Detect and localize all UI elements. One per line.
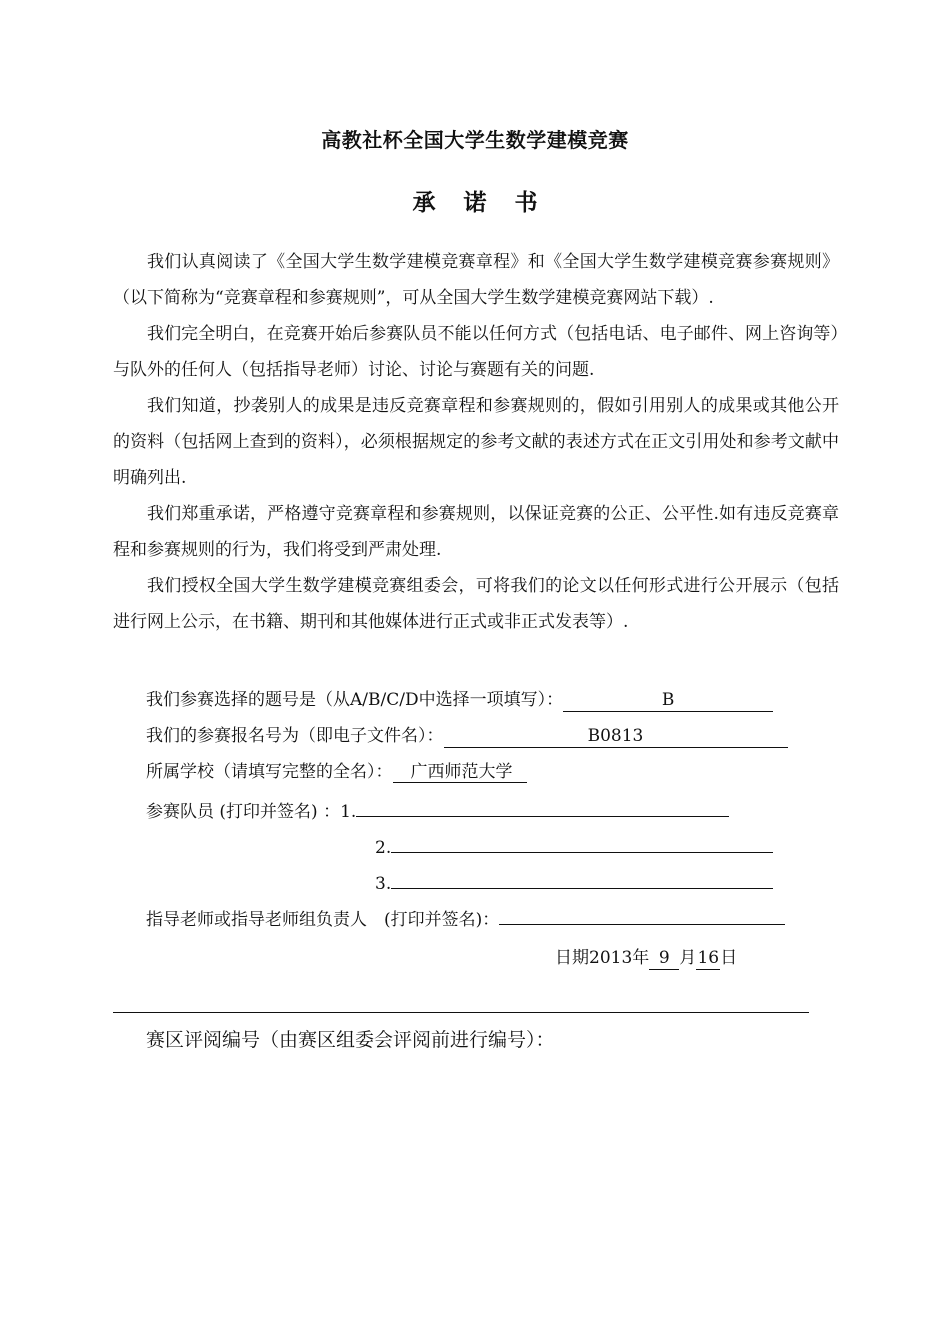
review-number-label: 赛区评阅编号（由赛区组委会评阅前进行编号）： <box>146 1029 555 1051</box>
document-title: 高教社杯全国大学生数学建模竞赛 <box>321 128 629 152</box>
paragraph-no-contact: 我们完全明白，在竞赛开始后参赛队员不能以任何方式（包括电话、电子邮件、网上咨询等）与队外的任何人（包括指导老师）讨论、讨论与赛题有关的问题. <box>113 324 839 380</box>
school-row <box>146 758 527 786</box>
school-label: 所属学校（请填写完整的全名）： <box>146 762 393 782</box>
date-month-field[interactable]: 9 <box>649 947 679 970</box>
problem-label: 我们参赛选择的题号是（从A/B/C/D中选择一项填写）： <box>146 690 564 710</box>
member-2-field[interactable] <box>391 830 773 853</box>
member-row-3 <box>375 866 773 894</box>
date-month-unit: 月 <box>679 948 697 968</box>
advisor-row <box>146 902 785 930</box>
signup-row <box>146 722 788 750</box>
member-number: 2. <box>375 838 392 858</box>
date-prefix: 日期 <box>555 948 589 968</box>
member-number: 3. <box>375 874 392 894</box>
date-row <box>555 944 737 972</box>
date-year: 2013 <box>589 948 633 968</box>
member-row-1 <box>146 794 729 822</box>
problem-row <box>146 686 773 714</box>
paragraph-authorization: 我们授权全国大学生数学建模竞赛组委会，可将我们的论文以任何形式进行公开展示（包括进行网上公示，在书籍、期刊和其他媒体进行正式或非正式发表等）. <box>113 576 839 632</box>
signup-label: 我们的参赛报名号为（即电子文件名）： <box>146 726 444 746</box>
date-day-field[interactable]: 16 <box>697 948 720 968</box>
advisor-label: 指导老师或指导老师组负责人 (打印并签名)： <box>146 910 500 930</box>
signup-number-field[interactable]: B0813 <box>444 725 788 748</box>
member-1-field[interactable] <box>356 794 729 817</box>
member-3-field[interactable] <box>391 866 773 889</box>
member-row-2 <box>375 830 773 858</box>
paragraph-pledge: 我们郑重承诺，严格遵守竞赛章程和参赛规则，以保证竞赛的公正、公平性.如有违反竞赛章程和参赛规则的行为，我们将受到严肃处理. <box>113 504 839 560</box>
member-number: 1. <box>340 802 357 822</box>
paragraph-reading: 我们认真阅读了《全国大学生数学建模竞赛章程》和《全国大学生数学建模竞赛参赛规则》（以下简称为“竞赛章程和参赛规则”，可从全国大学生数学建模竞赛网站下载）. <box>113 252 839 308</box>
document-subtitle: 承诺书 <box>412 190 566 216</box>
section-divider <box>113 1012 809 1013</box>
members-label: 参赛队员 (打印并签名) ： <box>146 802 341 822</box>
school-field[interactable]: 广西师范大学 <box>393 761 527 783</box>
paragraph-plagiarism: 我们知道，抄袭别人的成果是违反竞赛章程和参赛规则的，假如引用别人的成果或其他公开的资料（包括网上查到的资料），必须根据规定的参考文献的表述方式在正文引用处和参考文献中明确列出. <box>113 396 839 488</box>
date-year-unit: 年 <box>632 948 650 968</box>
commitment-body <box>113 244 839 640</box>
date-day-unit: 日 <box>720 948 738 968</box>
problem-field[interactable]: B <box>563 689 773 712</box>
advisor-field[interactable] <box>499 902 785 925</box>
